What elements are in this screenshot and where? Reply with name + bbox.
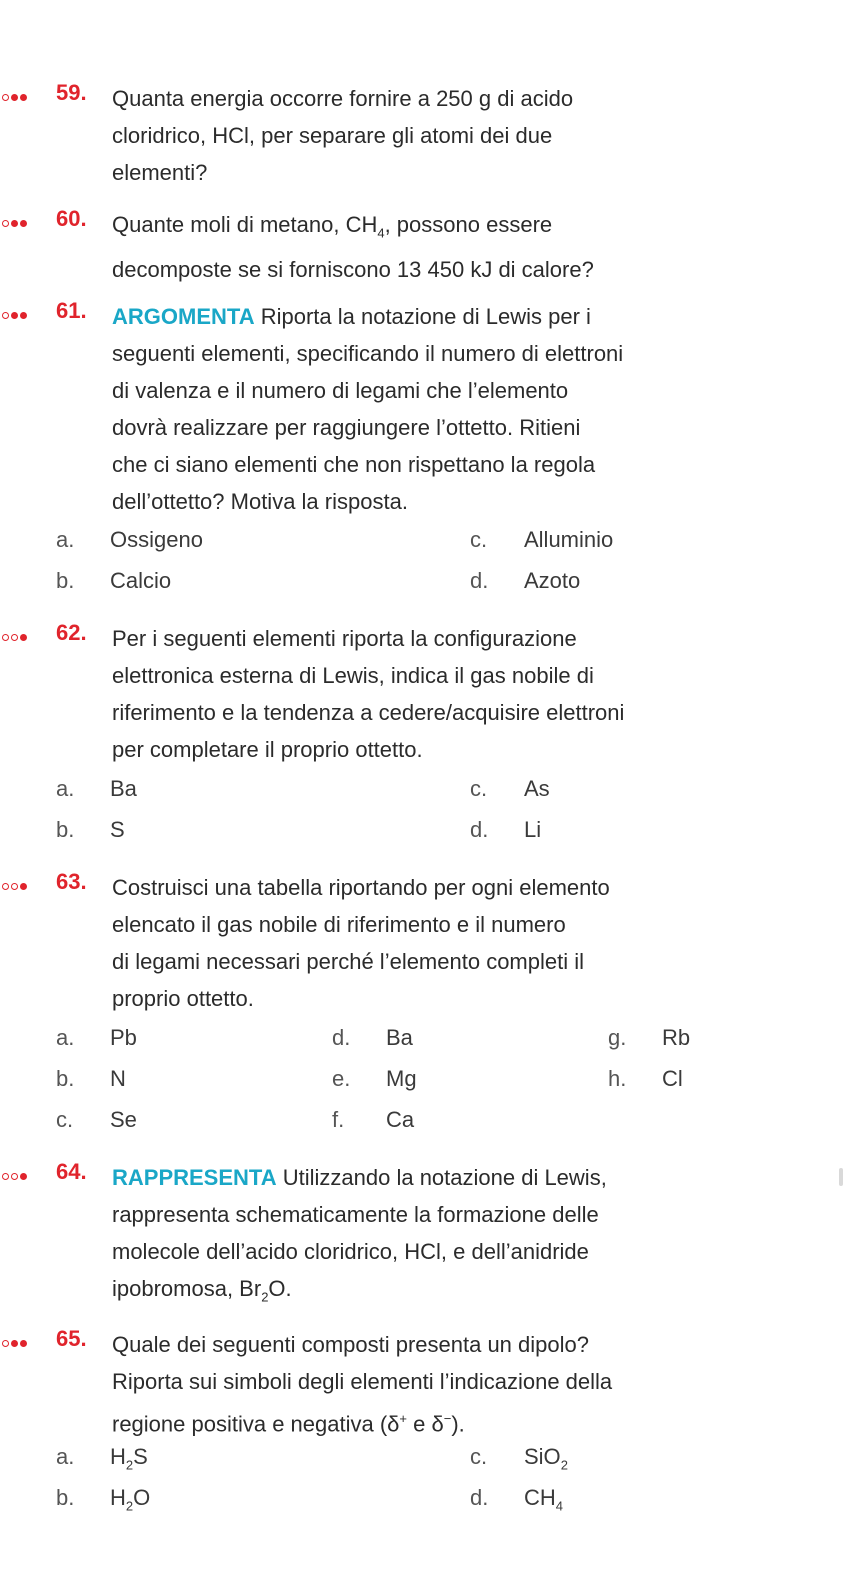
text-line: decomposte se si forniscono 13 450 kJ di calore? (112, 257, 594, 283)
difficulty-dots-icon (2, 214, 50, 224)
text-line: rappresenta schematicamente la formazione delle (112, 1202, 599, 1227)
option-b: b. $H_2O$ (56, 1485, 151, 1514)
option-c: c. Alluminio (470, 527, 614, 552)
exercise-text (112, 298, 812, 520)
text-line: elementi? (112, 160, 208, 185)
text-line: Costruisci una tabella riportando per ogni elemento (112, 875, 610, 900)
text-line: di valenza e il numero di legami che l’elemento (112, 378, 569, 403)
option-b: b. N (56, 1066, 126, 1091)
exercise-text (112, 1326, 812, 1442)
text-line: ARGOMENTA Riporta la notazione di Lewis per i (112, 304, 591, 329)
option-h: h. Cl (608, 1066, 683, 1091)
text-line: che ci siano elementi che non rispettano la regola (112, 452, 596, 477)
option-a: a. Ba (56, 776, 137, 801)
option-c: c. SiO$_2$ (470, 1444, 568, 1473)
option-d: d. Azoto (470, 568, 581, 593)
difficulty-dots-icon (2, 88, 50, 98)
page-edge-mark (839, 1168, 843, 1186)
exercise-number: 59. (56, 80, 87, 105)
option-d: d. Ba (332, 1025, 413, 1050)
exercise-number: 65. (56, 1326, 87, 1351)
difficulty-dots-icon (2, 628, 50, 638)
option-a: a. Ossigeno (56, 527, 203, 552)
text-line: Quale dei seguenti composti presenta un dipolo? (112, 1332, 589, 1357)
exercise-number: 63. (56, 869, 87, 894)
text-line: RAPPRESENTA Utilizzando la notazione di Lewis, (112, 1165, 607, 1190)
option-c: c. As (470, 776, 550, 801)
keyword-label: ARGOMENTA (112, 304, 255, 329)
text-line: seguenti elementi, specificando il numero di elettroni (112, 341, 624, 366)
text-line: molecole dell’acido cloridrico, HCl, e dell’anidride (112, 1239, 589, 1264)
difficulty-dots-icon (2, 1167, 50, 1177)
exercise-text (112, 620, 812, 768)
option-g: g. Rb (608, 1025, 691, 1050)
text-line: regione positiva e negativa (δ+ e δ−). (112, 1411, 465, 1437)
text-line: elettronica esterna di Lewis, indica il gas nobile di (112, 663, 594, 688)
exercise-number: 62. (56, 620, 87, 645)
text-line: riferimento e la tendenza a cedere/acquisire elettroni (112, 700, 625, 725)
exercise-text (112, 80, 812, 191)
text-line: Riporta sui simboli degli elementi l’indicazione della (112, 1369, 613, 1394)
text-line: elencato il gas nobile di riferimento e il numero (112, 912, 566, 937)
option-a: a. $H_2S$ (56, 1444, 148, 1473)
text-line: dovrà realizzare per raggiungere l’ottetto. Ritieni (112, 415, 581, 440)
option-d: d. Li (470, 817, 542, 842)
option-c: c. Se (56, 1107, 137, 1132)
option-e: e. Mg (332, 1066, 417, 1091)
exercise-text (112, 869, 812, 1017)
difficulty-dots-icon (2, 877, 50, 887)
text-line: proprio ottetto. (112, 986, 254, 1011)
option-d: d. $CH_4$ (470, 1485, 564, 1514)
difficulty-dots-icon (2, 306, 50, 316)
text-line: Quante moli di metano, $CH_4$, possono essere (112, 212, 553, 241)
exercise-number: 61. (56, 298, 87, 323)
text-line: per completare il proprio ottetto. (112, 737, 423, 762)
text-line: Per i seguenti elementi riporta la configurazione (112, 626, 577, 651)
option-a: a. Pb (56, 1025, 137, 1050)
text-line: Quanta energia occorre fornire a 250 g di acido (112, 86, 574, 111)
exercise-number: 64. (56, 1159, 87, 1184)
option-b: b. S (56, 817, 125, 842)
option-f: f. Ca (332, 1107, 415, 1132)
option-b: b. Calcio (56, 568, 172, 593)
exercise-text (112, 206, 812, 288)
keyword-label: RAPPRESENTA (112, 1165, 277, 1190)
exercise-text (112, 1159, 812, 1315)
exercise-number: 60. (56, 206, 87, 231)
text-line: dell’ottetto? Motiva la risposta. (112, 489, 408, 514)
text-line: ipobromosa, $Br_2O$. (112, 1276, 292, 1305)
text-line: cloridrico, HCl, per separare gli atomi dei due (112, 123, 553, 148)
difficulty-dots-icon (2, 1334, 50, 1344)
text-line: di legami necessari perché l’elemento completi il (112, 949, 585, 974)
